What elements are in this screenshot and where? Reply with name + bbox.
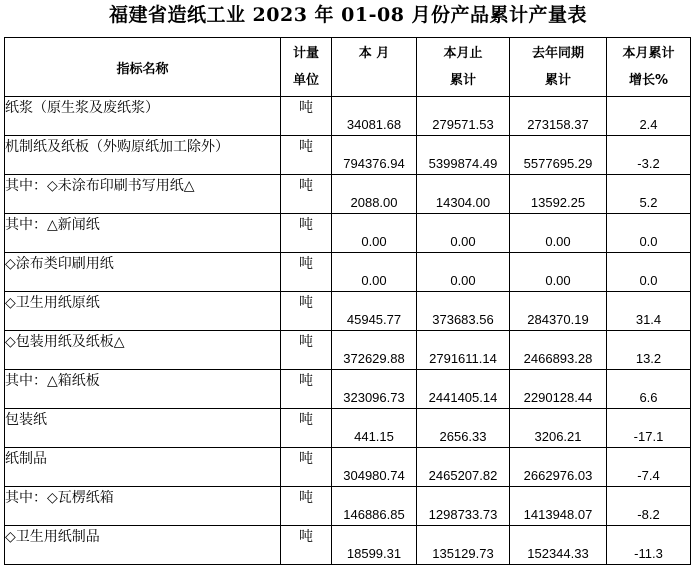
row-name: 包装纸 xyxy=(5,409,281,448)
row-unit: 吨 xyxy=(281,487,332,526)
header-cumulative-line1: 本月止 xyxy=(443,46,483,61)
row-cumulative: 5399874.49 xyxy=(417,136,510,175)
row-prev-cumulative: 2290128.44 xyxy=(510,370,607,409)
row-cumulative: 2441405.14 xyxy=(417,370,510,409)
row-this-month: 304980.74 xyxy=(332,448,417,487)
header-prev-cumulative-line2: 累计 xyxy=(544,73,571,88)
row-this-month: 323096.73 xyxy=(332,370,417,409)
row-growth: -3.2 xyxy=(607,136,691,175)
row-cumulative: 14304.00 xyxy=(417,175,510,214)
row-growth: -7.4 xyxy=(607,448,691,487)
row-name: ◇卫生用纸制品 xyxy=(5,526,281,565)
row-prev-cumulative: 0.00 xyxy=(510,253,607,292)
header-cumulative xyxy=(417,38,510,97)
row-prev-cumulative: 1413948.07 xyxy=(510,487,607,526)
row-name: 其中：◇未涂布印刷书写用纸△ xyxy=(5,175,281,214)
row-growth: -11.3 xyxy=(607,526,691,565)
row-this-month: 45945.77 xyxy=(332,292,417,331)
row-unit: 吨 xyxy=(281,331,332,370)
page-title: 福建省造纸工业 2023 年 01-08 月份产品累计产量表 xyxy=(108,4,588,26)
header-this-month-line1: 本 月 xyxy=(358,46,390,61)
row-cumulative: 1298733.73 xyxy=(417,487,510,526)
row-prev-cumulative: 2662976.03 xyxy=(510,448,607,487)
row-this-month: 794376.94 xyxy=(332,136,417,175)
production-table xyxy=(4,37,691,565)
header-indicator-name: 指标名称 xyxy=(5,38,281,97)
row-name: ◇涂布类印刷用纸 xyxy=(5,253,281,292)
table-row xyxy=(5,526,691,565)
row-this-month: 372629.88 xyxy=(332,331,417,370)
header-unit xyxy=(281,38,332,97)
row-prev-cumulative: 5577695.29 xyxy=(510,136,607,175)
row-name: 其中：△箱纸板 xyxy=(5,370,281,409)
header-unit-line1: 计量 xyxy=(292,46,319,61)
row-growth: 31.4 xyxy=(607,292,691,331)
row-unit: 吨 xyxy=(281,214,332,253)
table-row xyxy=(5,175,691,214)
row-prev-cumulative: 273158.37 xyxy=(510,97,607,136)
row-cumulative: 2656.33 xyxy=(417,409,510,448)
row-growth: 0.0 xyxy=(607,214,691,253)
row-name: 纸浆（原生浆及废纸浆） xyxy=(5,97,281,136)
row-growth: 13.2 xyxy=(607,331,691,370)
header-growth xyxy=(607,38,691,97)
row-this-month: 0.00 xyxy=(332,253,417,292)
row-unit: 吨 xyxy=(281,175,332,214)
row-growth: 5.2 xyxy=(607,175,691,214)
table-row xyxy=(5,448,691,487)
table-row xyxy=(5,292,691,331)
header-prev-cumulative xyxy=(510,38,607,97)
row-name: ◇卫生用纸原纸 xyxy=(5,292,281,331)
table-row xyxy=(5,409,691,448)
row-prev-cumulative: 13592.25 xyxy=(510,175,607,214)
table-header-row xyxy=(5,38,691,97)
row-growth: -17.1 xyxy=(607,409,691,448)
row-cumulative: 0.00 xyxy=(417,214,510,253)
row-this-month: 2088.00 xyxy=(332,175,417,214)
row-unit: 吨 xyxy=(281,292,332,331)
row-cumulative: 2791611.14 xyxy=(417,331,510,370)
row-this-month: 0.00 xyxy=(332,214,417,253)
row-cumulative: 373683.56 xyxy=(417,292,510,331)
row-this-month: 441.15 xyxy=(332,409,417,448)
header-prev-cumulative-line1: 去年同期 xyxy=(531,46,584,61)
row-prev-cumulative: 152344.33 xyxy=(510,526,607,565)
row-name: 纸制品 xyxy=(5,448,281,487)
row-this-month: 34081.68 xyxy=(332,97,417,136)
table-row xyxy=(5,331,691,370)
header-growth-line1: 本月累计 xyxy=(622,46,675,61)
table-row xyxy=(5,214,691,253)
row-prev-cumulative: 2466893.28 xyxy=(510,331,607,370)
table-row xyxy=(5,253,691,292)
row-growth: -8.2 xyxy=(607,487,691,526)
table-row xyxy=(5,370,691,409)
row-this-month: 18599.31 xyxy=(332,526,417,565)
row-name: 其中：◇瓦楞纸箱 xyxy=(5,487,281,526)
row-cumulative: 0.00 xyxy=(417,253,510,292)
header-this-month xyxy=(332,38,417,97)
row-name: 机制纸及纸板（外购原纸加工除外） xyxy=(5,136,281,175)
row-cumulative: 2465207.82 xyxy=(417,448,510,487)
row-prev-cumulative: 3206.21 xyxy=(510,409,607,448)
row-unit: 吨 xyxy=(281,448,332,487)
row-prev-cumulative: 0.00 xyxy=(510,214,607,253)
header-cumulative-line2: 累计 xyxy=(449,73,476,88)
row-name: 其中：△新闻纸 xyxy=(5,214,281,253)
row-unit: 吨 xyxy=(281,370,332,409)
table-row xyxy=(5,136,691,175)
row-unit: 吨 xyxy=(281,526,332,565)
row-growth: 0.0 xyxy=(607,253,691,292)
row-unit: 吨 xyxy=(281,253,332,292)
row-growth: 2.4 xyxy=(607,97,691,136)
table-row xyxy=(5,97,691,136)
table-row xyxy=(5,487,691,526)
row-cumulative: 279571.53 xyxy=(417,97,510,136)
row-name: ◇包装用纸及纸板△ xyxy=(5,331,281,370)
row-growth: 6.6 xyxy=(607,370,691,409)
row-this-month: 146886.85 xyxy=(332,487,417,526)
header-growth-line2: 增长% xyxy=(628,73,669,88)
header-unit-line2: 单位 xyxy=(292,73,319,88)
row-unit: 吨 xyxy=(281,409,332,448)
row-unit: 吨 xyxy=(281,97,332,136)
row-prev-cumulative: 284370.19 xyxy=(510,292,607,331)
row-unit: 吨 xyxy=(281,136,332,175)
row-cumulative: 135129.73 xyxy=(417,526,510,565)
